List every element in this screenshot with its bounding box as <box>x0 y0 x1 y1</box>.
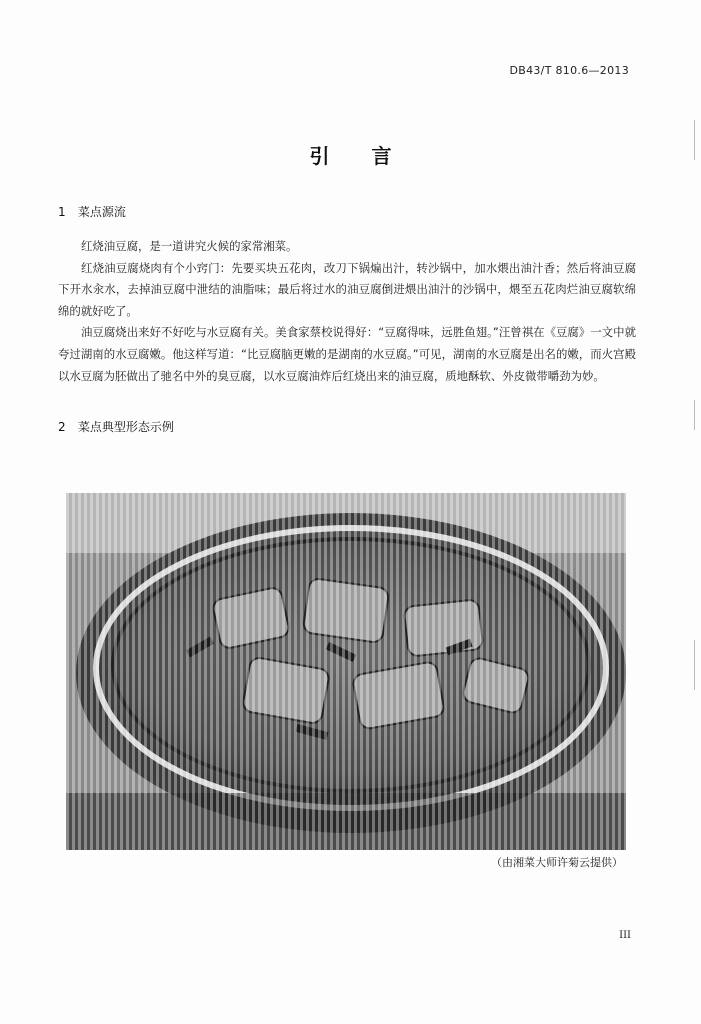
section-number: 2 <box>58 420 66 434</box>
dish-photo-illustration <box>66 493 626 850</box>
paragraph: 红烧油豆腐，是一道讲究火候的家常湘菜。 <box>81 239 298 253</box>
figure-caption: （由湘菜大师许菊云提供） <box>491 856 623 869</box>
section-1-body <box>58 236 636 387</box>
page-number: III <box>619 930 631 941</box>
scan-edge-mark <box>694 640 695 690</box>
section-number: 1 <box>58 205 66 219</box>
section-heading-2 <box>58 418 174 435</box>
scan-edge-mark <box>694 120 695 160</box>
dish-photo <box>66 493 626 850</box>
section-heading-1 <box>58 203 126 220</box>
page-title: 引言 <box>309 144 434 168</box>
section-title: 菜点典型形态示例 <box>77 420 174 434</box>
standard-code: DB43/T 810.6—2013 <box>509 64 629 77</box>
paragraph: 红烧油豆腐烧肉有个小窍门：先要买块五花肉，改刀下锅煸出汁，转沙锅中，加水煨出油汁香；然后将油豆腐下开水汆水，去掉油豆腐中泄结的油脂味；最后将过水的油豆腐倒进煨出油汁的沙锅中，煨至五花肉烂油豆腐软绵绵的就好吃了。 <box>58 260 636 318</box>
paragraph: 油豆腐烧出来好不好吃与水豆腐有关。美食家蔡校说得好：“豆腐得味，远胜鱼翅。”汪曾祺在《豆腐》一文中就夸过湖南的水豆腐嫩。他这样写道：“比豆腐脑更嫩的是湖南的水豆腐。”可见，湖南的水豆腐是出名的嫩，而火宫殿以水豆腐为胚做出了驰名中外的臭豆腐，以水豆腐油炸后红烧出来的油豆腐，质地酥软、外皮微带嚼劲为妙。 <box>58 325 636 383</box>
section-title: 菜点源流 <box>77 205 126 219</box>
scan-edge-mark <box>694 400 695 430</box>
